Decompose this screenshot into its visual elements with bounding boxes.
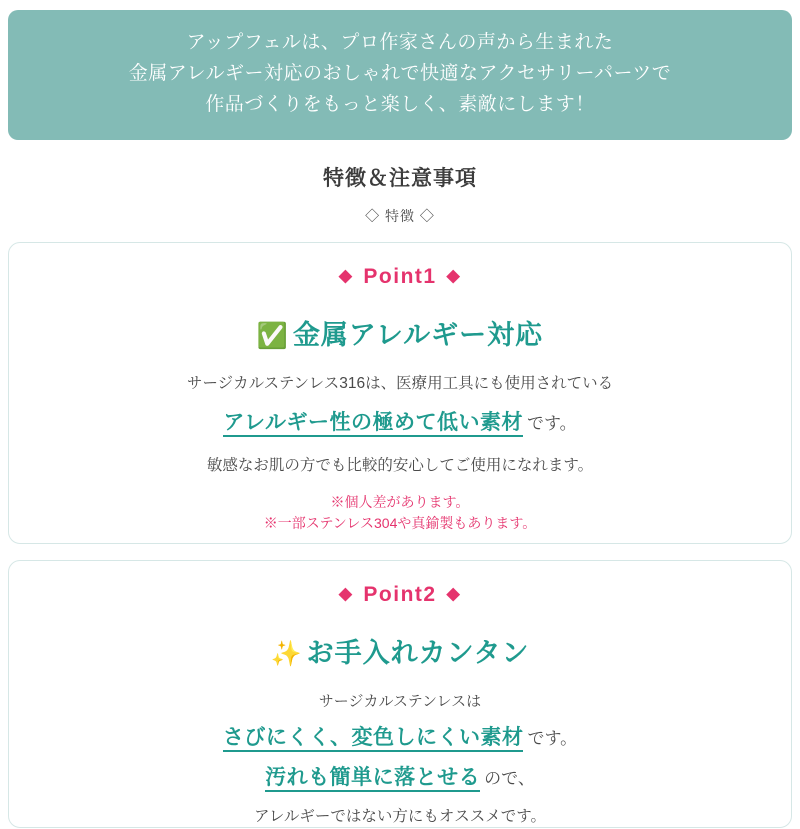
diamond-right-icon: ◆ (446, 266, 462, 286)
banner-line-2: 金属アレルギー対応のおしゃれで快適なアクセサリーパーツで (128, 62, 672, 84)
point-1-highlight: アレルギー性の極めて低い素材 (223, 411, 523, 437)
point-1-highlight-row (25, 406, 775, 436)
point-card-2 (8, 560, 792, 828)
intro-banner (8, 10, 792, 140)
sparkles-icon: ✨ (270, 640, 303, 669)
point-2-highlight-2: 汚れも簡単に落とせる (265, 766, 480, 792)
point-2-highlight-row-1 (25, 721, 775, 751)
diamond-right-icon: ◆ (446, 584, 462, 604)
point-2-line-1: サージカルステンレスは (318, 693, 482, 711)
banner-line-1: アップフェルは、プロ作家さんの声から生まれた (186, 32, 614, 53)
diamond-left-icon: ◆ (338, 584, 354, 604)
section-title: 特徴＆注意事項 (323, 167, 477, 191)
banner-line-3: 作品づくりをもっと楽しく、素敵にします！ (205, 93, 595, 115)
page-root (0, 10, 800, 826)
check-mark-icon: ✅ (256, 322, 289, 351)
point-2-highlight-2-suffix: ので、 (484, 769, 535, 789)
point-2-highlight-1-suffix: です。 (527, 729, 578, 749)
point-2-label-row (25, 583, 775, 607)
section-subtitle: ◇ 特徴 ◇ (365, 208, 435, 225)
point-1-note-2: ※一部ステンレス304や真鍮製もあります。 (263, 515, 537, 532)
point-1-highlight-suffix: です。 (527, 414, 577, 434)
point-2-heading-row (25, 631, 775, 670)
point-2-label: Point2 (363, 583, 437, 607)
point-1-label-row (25, 265, 775, 289)
point-2-line-2: アレルギーではない方にもオススメです。 (253, 808, 547, 826)
point-1-label: Point1 (363, 265, 437, 289)
point-1-line-1: サージカルステンレス316は、医療用工具にも使用されている (186, 375, 614, 393)
point-2-highlight-row-2 (25, 761, 775, 791)
point-1-line-2: 敏感なお肌の方でも比較的安心してご使用になれます。 (206, 457, 594, 475)
point-2-highlight-1: さびにくく、変色しにくい素材 (223, 726, 524, 752)
point-1-note-1: ※個人差があります。 (330, 494, 470, 511)
point-card-1 (8, 242, 792, 544)
point-1-heading: 金属アレルギー対応 (292, 320, 544, 351)
diamond-left-icon: ◆ (338, 266, 354, 286)
point-1-heading-row (25, 313, 775, 352)
point-2-heading: お手入れカンタン (306, 638, 530, 669)
